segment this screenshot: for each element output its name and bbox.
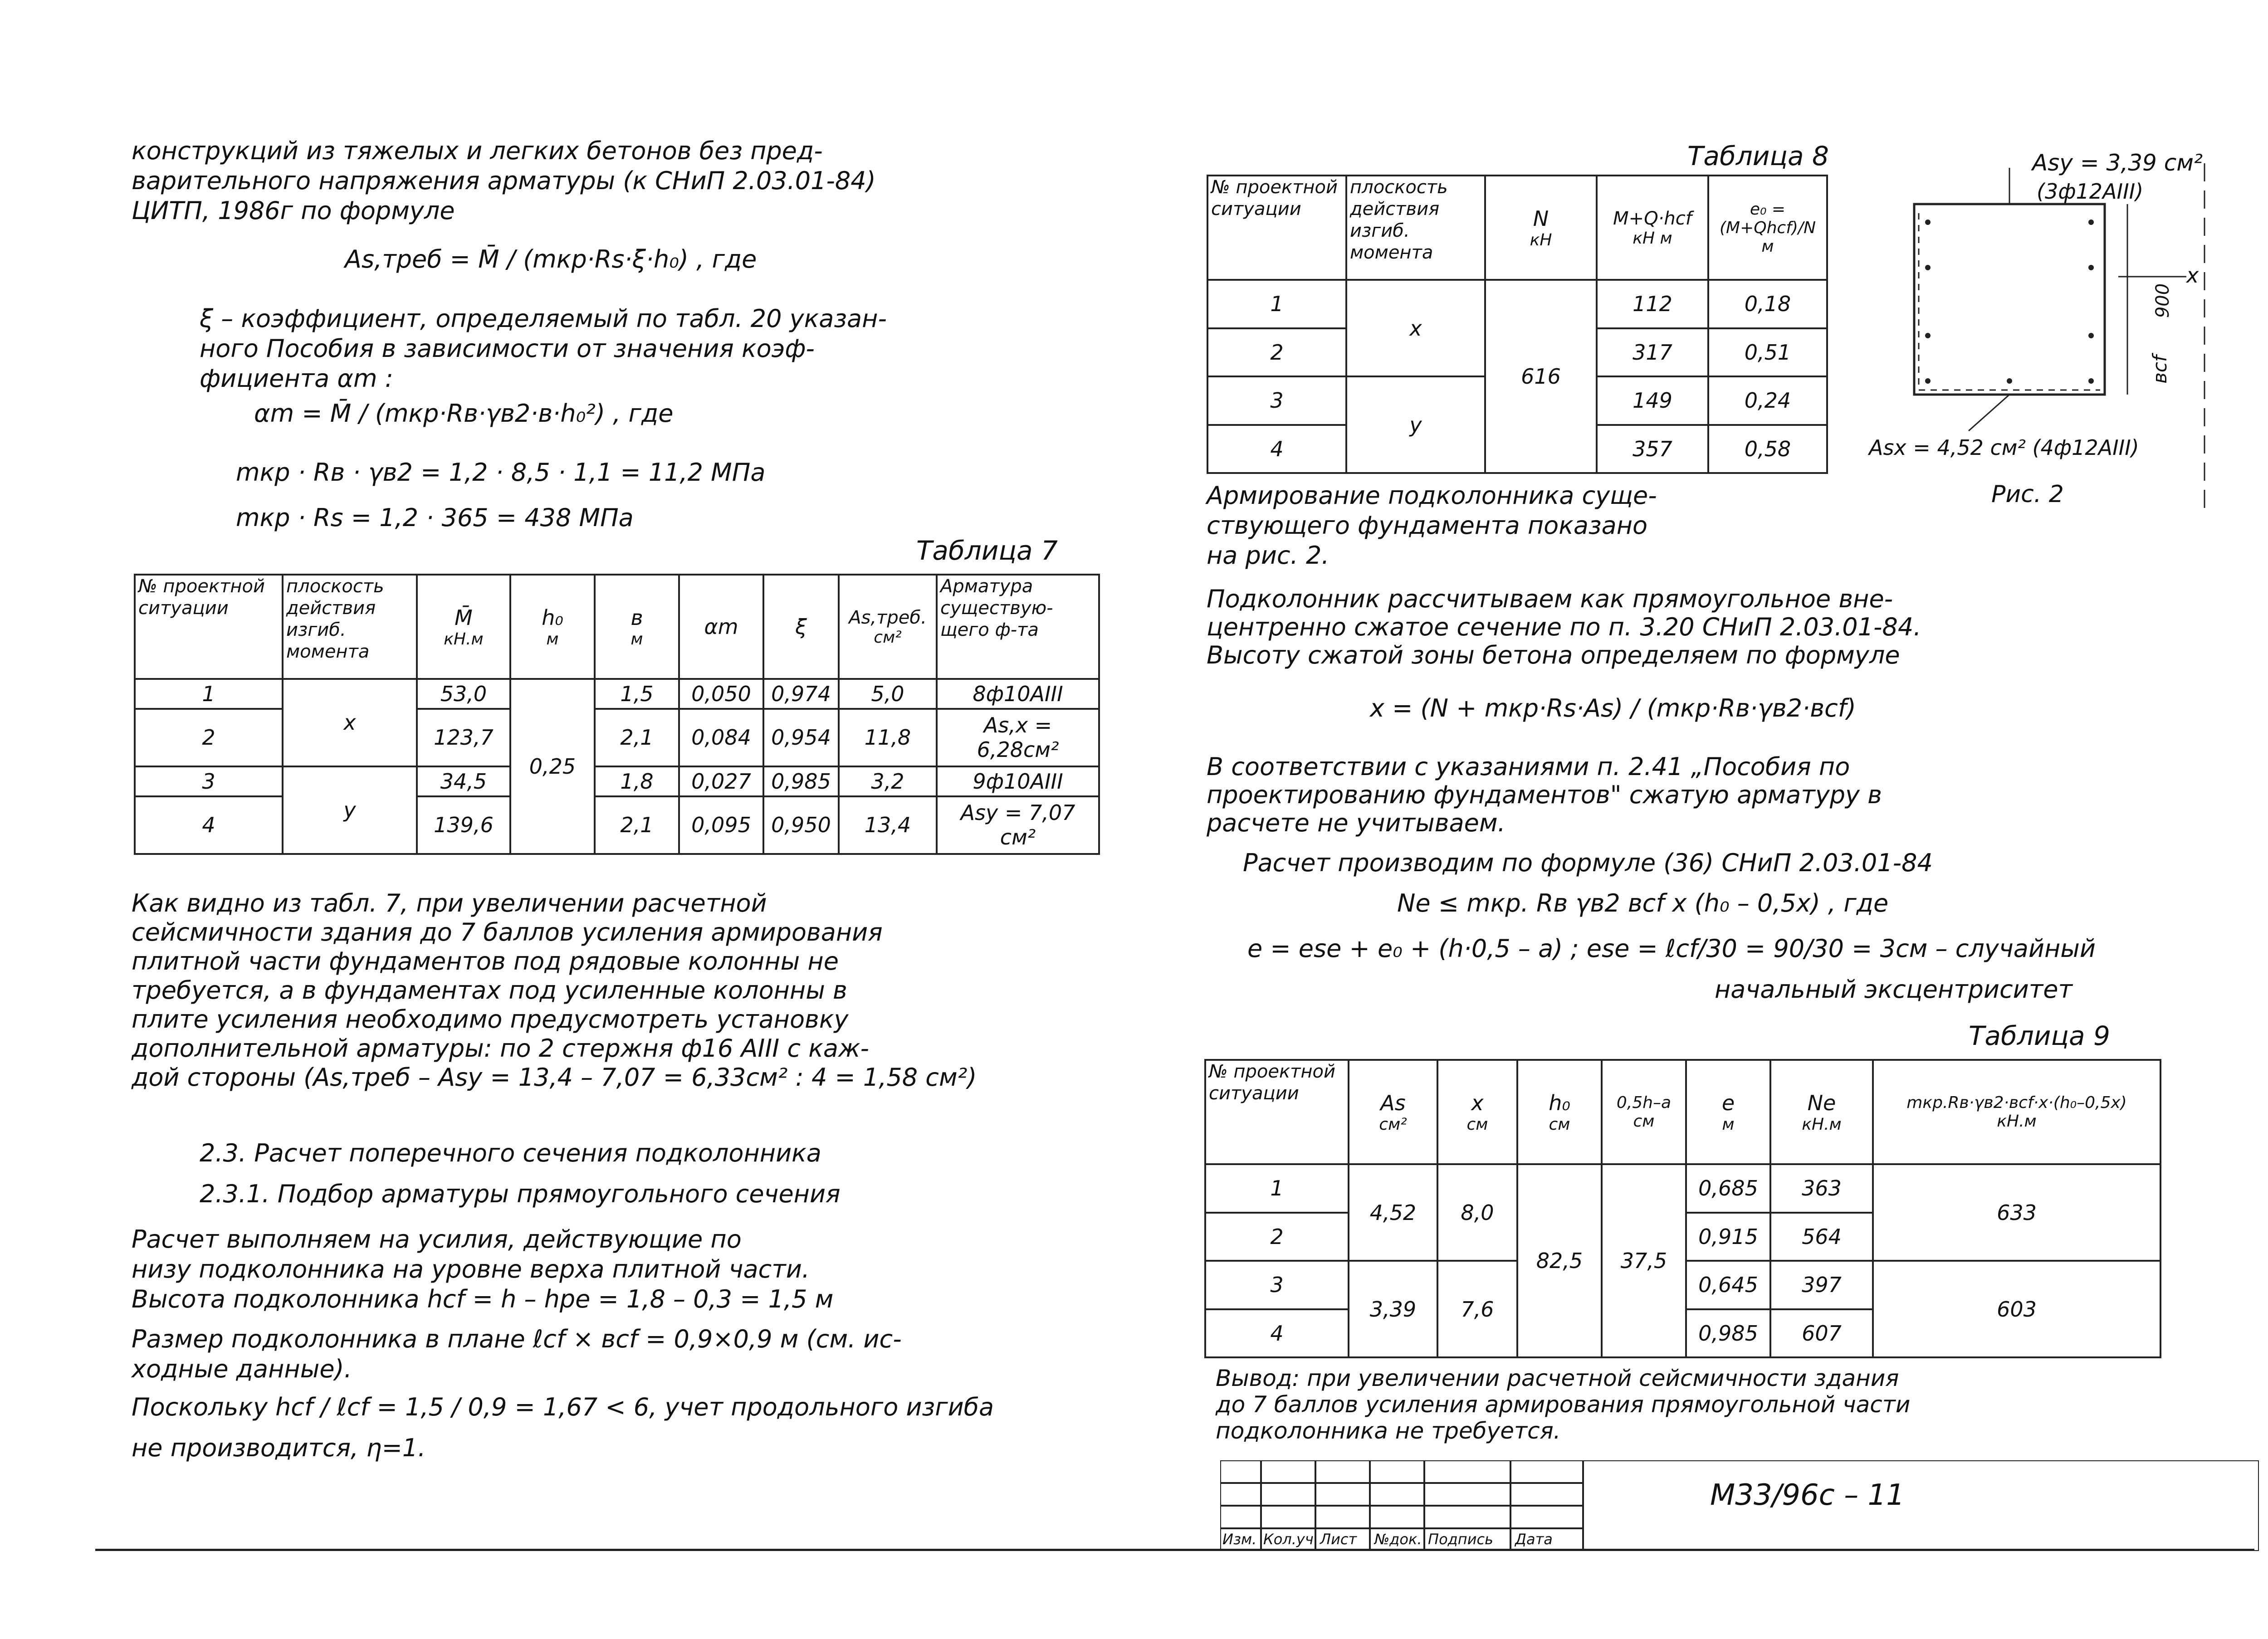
t7-head-m: M̄ xyxy=(455,605,473,630)
para-line: низу подколонника на уровне верха плитной части. xyxy=(132,1255,810,1283)
t8-num: 2 xyxy=(1207,328,1346,377)
para-line: Высота подколонника hcf = h – hpe = 1,8 – 0,3 = 1,5 м xyxy=(132,1285,834,1313)
table8-caption: Таблица 8 xyxy=(1687,141,1829,171)
bottom-rule xyxy=(95,1549,2254,1551)
paragraph-calc xyxy=(132,1224,833,1314)
heading-2-3: 2.3. Расчет поперечного сечения подколонника xyxy=(200,1139,821,1167)
t9-as: 4,52 xyxy=(1349,1164,1437,1261)
t8-unit-n: кН xyxy=(1530,230,1552,249)
para-line: на рис. 2. xyxy=(1207,541,1330,570)
formula-e-end: начальный эксцентриситет xyxy=(1715,975,2072,1004)
paragraph-formula-36: Расчет производим по формуле (36) СНиП 2.03.01-84 xyxy=(1243,849,1933,877)
t8-e0: 0,24 xyxy=(1708,376,1827,425)
t9-cap: 633 xyxy=(1873,1164,2160,1261)
conclusion-line: Вывод: при увеличении расчетной сейсмичности здания xyxy=(1216,1365,1899,1391)
paragraph-table7-conclusion xyxy=(132,889,977,1092)
t7-head-b: в xyxy=(631,605,643,630)
t7-head-xi: ξ xyxy=(763,575,839,679)
t8-unit-e0: м xyxy=(1761,237,1774,256)
t7-b: 1,8 xyxy=(595,766,679,796)
t7-as: 13,4 xyxy=(839,796,937,854)
table7-caption: Таблица 7 xyxy=(916,535,1058,566)
t7-unit-m: кН.м xyxy=(444,629,484,649)
para-line: плитной части фундаментов под рядовые колонны не xyxy=(132,947,839,976)
t9-h0: 82,5 xyxy=(1517,1164,1602,1357)
t7-head-as: As,треб. xyxy=(849,607,927,628)
x-axis-label: x xyxy=(2186,263,2199,288)
para-line: Размер подколонника в плане ℓcf × вcf = 0,9×0,9 м (см. ис- xyxy=(132,1325,902,1353)
t7-as: 5,0 xyxy=(839,679,937,709)
formula-as: As,треб = M̄ / (mкр·Rs·ξ·h₀) , где xyxy=(345,245,757,273)
stamp-col-list: Лист xyxy=(1320,1531,1357,1548)
intro-text xyxy=(132,136,876,226)
paragraph-compressed xyxy=(1207,753,1882,837)
t8-unit-mq: кН м xyxy=(1633,229,1672,248)
xi-definition xyxy=(200,304,887,394)
t7-b: 2,1 xyxy=(595,709,679,766)
paragraph-reinforcement xyxy=(1207,481,1657,571)
t9-num: 1 xyxy=(1205,1164,1349,1213)
t8-head-mq: M+Q·hcf xyxy=(1613,208,1692,229)
para-line: требуется, а в фундаментах под усиленные колонны в xyxy=(132,976,847,1005)
conclusion-line: подколонника не требуется. xyxy=(1216,1418,1561,1444)
stamp-col-data: Дата xyxy=(1515,1531,1553,1548)
t8-mq: 357 xyxy=(1597,425,1708,473)
paragraph-slenderness-end: не производится, η=1. xyxy=(132,1434,426,1462)
paragraph-column-calc xyxy=(1207,585,1921,669)
para-line: центренно сжатое сечение по п. 3.20 СНиП 2.03.01-84. xyxy=(1207,613,1921,641)
t9-ne: 363 xyxy=(1770,1164,1873,1213)
formula-e: e = ese + e₀ + (h·0,5 – a) ; ese = ℓcf/30 = 90/30 = 3см – случайный xyxy=(1247,934,2096,963)
t7-xi: 0,974 xyxy=(763,679,839,709)
table-row xyxy=(1207,280,1827,328)
stamp-col-izm: Изм. xyxy=(1222,1531,1257,1548)
t9-unit-cap: кН.м xyxy=(1997,1112,2037,1131)
table-row xyxy=(135,679,1099,709)
formula-am: αm = M̄ / (mкр·Rв·γв2·в·h₀²) , где xyxy=(254,399,674,428)
t7-am: 0,095 xyxy=(679,796,763,854)
t7-h0: 0,25 xyxy=(510,679,595,854)
t7-m: 34,5 xyxy=(417,766,510,796)
table-row xyxy=(135,709,1099,766)
formula-ne: Ne ≤ mкр. Rв γв2 вcf x (h₀ – 0,5x) , где xyxy=(1397,889,1889,917)
t8-n: 616 xyxy=(1485,280,1597,473)
t7-am: 0,027 xyxy=(679,766,763,796)
asy-label: Asy = 3,39 см² xyxy=(2032,150,2203,176)
t9-num: 3 xyxy=(1205,1261,1349,1309)
table-row xyxy=(135,766,1099,796)
t8-num: 1 xyxy=(1207,280,1346,328)
conclusion-line: до 7 баллов усиления армирования прямоугольной части xyxy=(1216,1391,1911,1418)
stamp-col-podpis: Подпись xyxy=(1428,1531,1493,1548)
t9-head-e: e xyxy=(1721,1090,1735,1115)
asx-label: Asx = 4,52 см² (4ф12АIII) xyxy=(1869,435,2139,460)
asy-sub-label: (3ф12АIII) xyxy=(2037,179,2144,204)
t7-b: 2,1 xyxy=(595,796,679,854)
t8-head-num: № проектной ситуации xyxy=(1207,176,1346,280)
t9-num: 2 xyxy=(1205,1213,1349,1261)
t7-head-h0: h₀ xyxy=(542,605,563,630)
stamp-col-koluch: Кол.уч xyxy=(1263,1531,1314,1548)
para-line: Расчет выполняем на усилия, действующие по xyxy=(132,1225,742,1254)
t9-unit-x: см xyxy=(1466,1115,1488,1134)
para-line: дой стороны (As,треб – Asy = 13,4 – 7,07 = 6,33см² : 4 = 1,58 см²) xyxy=(132,1063,977,1092)
t7-num: 2 xyxy=(135,709,283,766)
t7-arm: Asy = 7,07 см² xyxy=(937,796,1099,854)
t7-m: 123,7 xyxy=(417,709,510,766)
t7-xi: 0,954 xyxy=(763,709,839,766)
t9-x: 7,6 xyxy=(1437,1261,1517,1357)
stamp-col-ndok: №док. xyxy=(1374,1531,1422,1548)
t7-head-am: αm xyxy=(679,575,763,679)
t8-e0: 0,18 xyxy=(1708,280,1827,328)
paragraph-slenderness: Поскольку hcf / ℓcf = 1,5 / 0,9 = 1,67 < 6, учет продольного изгиба xyxy=(132,1393,994,1421)
t9-e: 0,985 xyxy=(1686,1309,1770,1358)
t9-head-ne: Ne xyxy=(1807,1090,1836,1115)
para-line: плите усиления необходимо предусмотреть установку xyxy=(132,1005,849,1034)
paragraph-size xyxy=(132,1324,902,1384)
t9-unit-h0: см xyxy=(1549,1115,1570,1134)
t8-head-n: N xyxy=(1533,206,1549,231)
document-code: М33/96с – 11 xyxy=(1710,1478,1905,1512)
t9-unit-ne: кН.м xyxy=(1802,1115,1842,1134)
t7-head-plane: плоскость действия изгиб. момента xyxy=(283,575,417,679)
table-row xyxy=(1205,1164,2160,1213)
t7-m: 139,6 xyxy=(417,796,510,854)
t8-mq: 149 xyxy=(1597,376,1708,425)
para-line: проектированию фундаментов" сжатую арматуру в xyxy=(1207,780,1882,809)
t9-unit-h05a: см xyxy=(1633,1112,1655,1131)
conclusion xyxy=(1216,1365,1910,1444)
t9-x: 8,0 xyxy=(1437,1164,1517,1261)
t7-arm: 8ф10АIII xyxy=(937,679,1099,709)
t7-unit-as: см² xyxy=(874,628,902,647)
t8-num: 3 xyxy=(1207,376,1346,425)
para-line: ствующего фундамента показано xyxy=(1207,511,1648,540)
t7-unit-h0: м xyxy=(546,629,559,649)
line-mkr-rs: mкр · Rs = 1,2 · 365 = 438 МПа xyxy=(236,503,634,532)
t9-h05a: 37,5 xyxy=(1602,1164,1686,1357)
leader-bottom xyxy=(1969,395,2009,431)
t9-e: 0,685 xyxy=(1686,1164,1770,1213)
t7-am: 0,050 xyxy=(679,679,763,709)
t7-unit-b: м xyxy=(631,629,643,649)
t8-plane: y xyxy=(1346,376,1485,473)
t9-unit-e: м xyxy=(1722,1115,1735,1134)
t9-num: 4 xyxy=(1205,1309,1349,1358)
t8-head-plane: плоскость действия изгиб. момента xyxy=(1346,176,1485,280)
t9-cap: 603 xyxy=(1873,1261,2160,1357)
t8-mq: 317 xyxy=(1597,328,1708,377)
t8-e0: 0,58 xyxy=(1708,425,1827,473)
table9-caption: Таблица 9 xyxy=(1969,1020,2110,1051)
t7-num: 4 xyxy=(135,796,283,854)
xi-line: ξ – коэффициент, определяемый по табл. 20 указан- xyxy=(200,304,887,333)
xi-line: фициента αm : xyxy=(200,364,393,393)
t9-ne: 397 xyxy=(1770,1261,1873,1309)
table-8 xyxy=(1207,175,1828,474)
t8-num: 4 xyxy=(1207,425,1346,473)
t7-arm: 9ф10АIII xyxy=(937,766,1099,796)
t7-am: 0,084 xyxy=(679,709,763,766)
para-line: В соответствии с указаниями п. 2.41 „Пособия по xyxy=(1207,752,1850,781)
section-outline xyxy=(1914,204,2105,395)
t7-head-arm: Арматура существую-щего ф-та xyxy=(937,575,1099,679)
table-9 xyxy=(1204,1059,2161,1358)
para-line: Подколонник рассчитываем как прямоугольное вне- xyxy=(1207,585,1893,613)
t9-as: 3,39 xyxy=(1349,1261,1437,1357)
t7-as: 11,8 xyxy=(839,709,937,766)
dim-900-label: 900 xyxy=(2152,283,2174,318)
t9-e: 0,645 xyxy=(1686,1261,1770,1309)
t9-ne: 564 xyxy=(1770,1213,1873,1261)
t9-head-cap: mкр.Rв·γв2·вcf·x·(h₀–0,5x) xyxy=(1906,1093,2127,1112)
intro-line: конструкций из тяжелых и легких бетонов без пред- xyxy=(132,137,823,165)
t8-head-e0: e₀ = (M+Qhcf)/N xyxy=(1720,200,1816,237)
t9-head-x: x xyxy=(1471,1090,1484,1115)
t9-head-h0: h₀ xyxy=(1549,1090,1570,1115)
t7-num: 3 xyxy=(135,766,283,796)
t7-head-num: № проектной ситуации xyxy=(135,575,283,679)
t9-unit-as: см² xyxy=(1379,1115,1407,1134)
para-line: Высоту сжатой зоны бетона определяем по формуле xyxy=(1207,641,1900,669)
t7-plane: x xyxy=(283,679,417,766)
para-line: Армирование подколонника суще- xyxy=(1207,481,1657,510)
intro-line: варительного напряжения арматуры (к СНиП 2.03.01-84) xyxy=(132,166,876,195)
t7-m: 53,0 xyxy=(417,679,510,709)
t8-mq: 112 xyxy=(1597,280,1708,328)
figure-caption: Рис. 2 xyxy=(1991,481,2064,508)
t7-num: 1 xyxy=(135,679,283,709)
para-line: расчете не учитываем. xyxy=(1207,809,1505,837)
formula-x: x = (N + mкр·Rs·As) / (mкр·Rв·γв2·вcf) xyxy=(1370,694,1856,722)
bcf-label: вcf xyxy=(2148,355,2171,384)
t7-as: 3,2 xyxy=(839,766,937,796)
t7-arm: As,x = 6,28см² xyxy=(937,709,1099,766)
t8-plane: x xyxy=(1346,280,1485,376)
t8-e0: 0,51 xyxy=(1708,328,1827,377)
para-line: дополнительной арматуры: по 2 стержня ф16 АIII с каж- xyxy=(132,1034,870,1063)
para-line: сейсмичности здания до 7 баллов усиления армирования xyxy=(132,918,883,946)
t7-b: 1,5 xyxy=(595,679,679,709)
intro-line: ЦИТП, 1986г по формуле xyxy=(132,196,455,225)
table-7 xyxy=(134,574,1100,855)
t9-ne: 607 xyxy=(1770,1309,1873,1358)
table-row xyxy=(135,796,1099,854)
t7-xi: 0,950 xyxy=(763,796,839,854)
t9-e: 0,915 xyxy=(1686,1213,1770,1261)
t9-head-h05a: 0,5h–a xyxy=(1616,1093,1672,1112)
line-mkr-rb: mкр · Rв · γв2 = 1,2 · 8,5 · 1,1 = 11,2 МПа xyxy=(236,458,766,487)
heading-2-3-1: 2.3.1. Подбор арматуры прямоугольного сечения xyxy=(200,1180,841,1208)
t7-plane: y xyxy=(283,766,417,854)
t9-head-as: As xyxy=(1380,1090,1406,1115)
rebar-dots xyxy=(1925,220,2094,384)
para-line: Как видно из табл. 7, при увеличении расчетной xyxy=(132,889,767,917)
xi-line: ного Пособия в зависимости от значения коэф- xyxy=(200,334,815,363)
t9-head-num: № проектной ситуации xyxy=(1205,1060,1349,1164)
t7-xi: 0,985 xyxy=(763,766,839,796)
para-line: ходные данные). xyxy=(132,1355,352,1383)
